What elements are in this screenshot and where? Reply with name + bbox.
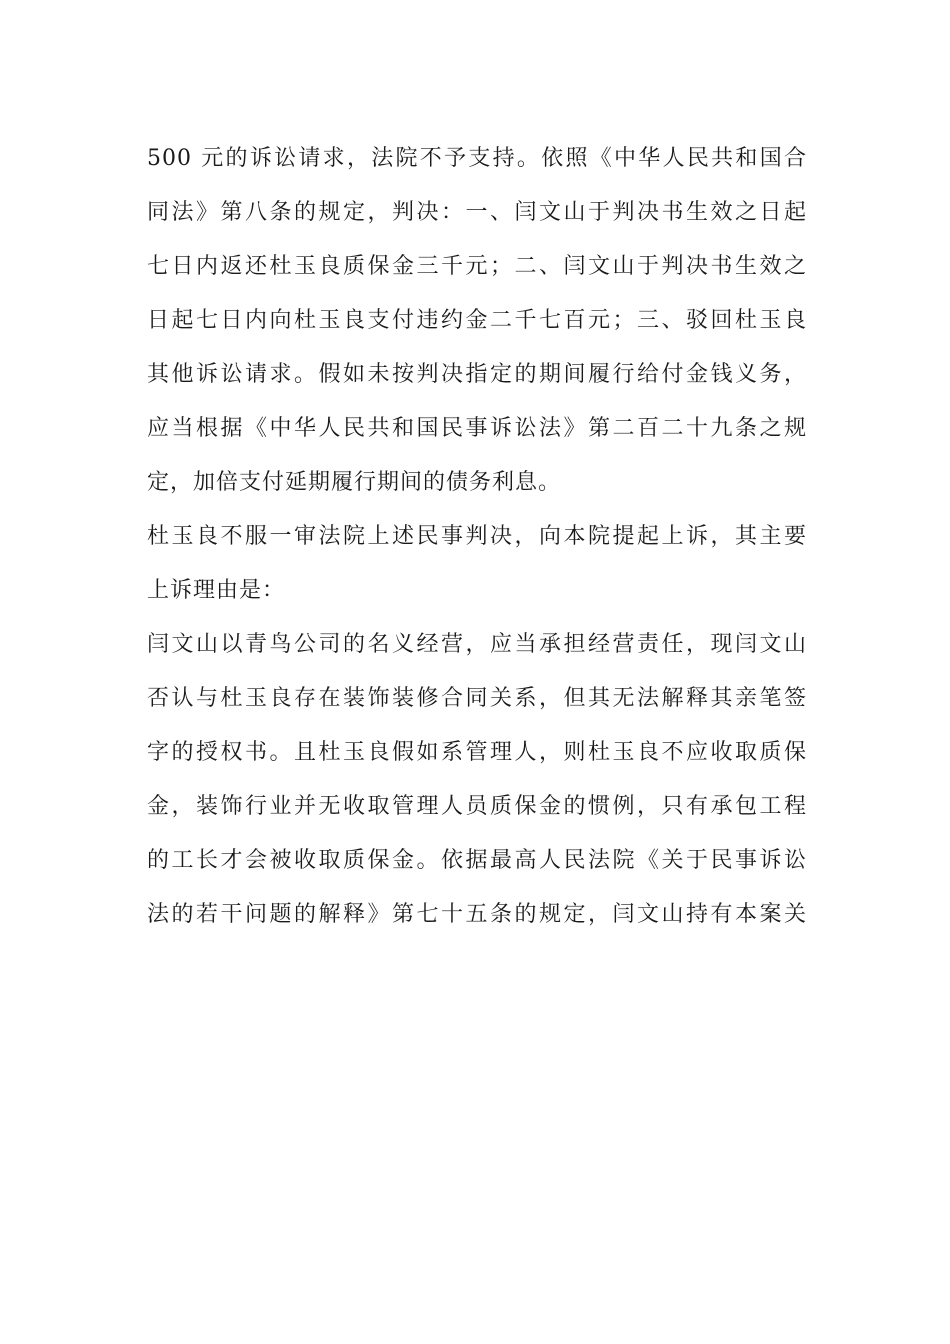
text-line: 日起七日内向杜玉良支付违约金二千七百元；三、驳回杜玉良 <box>147 308 807 333</box>
text-line: 法的若干问题的解释》第七十五条的规定，闫文山持有本案关 <box>147 902 807 927</box>
text-line: 同法》第八条的规定，判决：一、闫文山于判决书生效之日起 <box>147 200 807 225</box>
text-line: 七日内返还杜玉良质保金三千元；二、闫文山于判决书生效之 <box>147 254 807 279</box>
text-line: 的工长才会被收取质保金。依据最高人民法院《关于民事诉讼 <box>147 848 807 873</box>
text-line: 否认与杜玉良存在装饰装修合同关系，但其无法解释其亲笔签 <box>147 686 807 711</box>
text-line: 杜玉良不服一审法院上述民事判决，向本院提起上诉，其主要 <box>147 524 807 549</box>
text-line: 字的授权书。且杜玉良假如系管理人，则杜玉良不应收取质保 <box>147 740 807 765</box>
text-line: 金，装饰行业并无收取管理人员质保金的惯例，只有承包工程 <box>147 794 807 819</box>
text-line: 应当根据《中华人民共和国民事诉讼法》第二百二十九条之规 <box>147 416 807 441</box>
text-line: 上诉理由是： <box>147 578 286 603</box>
body-text <box>147 132 807 942</box>
text-line: 500 元的诉讼请求，法院不予支持。依照《中华人民共和国合 <box>147 146 807 171</box>
text-line: 定，加倍支付延期履行期间的债务利息。 <box>147 470 562 495</box>
text-line: 其他诉讼请求。假如未按判决指定的期间履行给付金钱义务， <box>147 362 807 387</box>
text-line: 闫文山以青鸟公司的名义经营，应当承担经营责任，现闫文山 <box>147 632 807 657</box>
